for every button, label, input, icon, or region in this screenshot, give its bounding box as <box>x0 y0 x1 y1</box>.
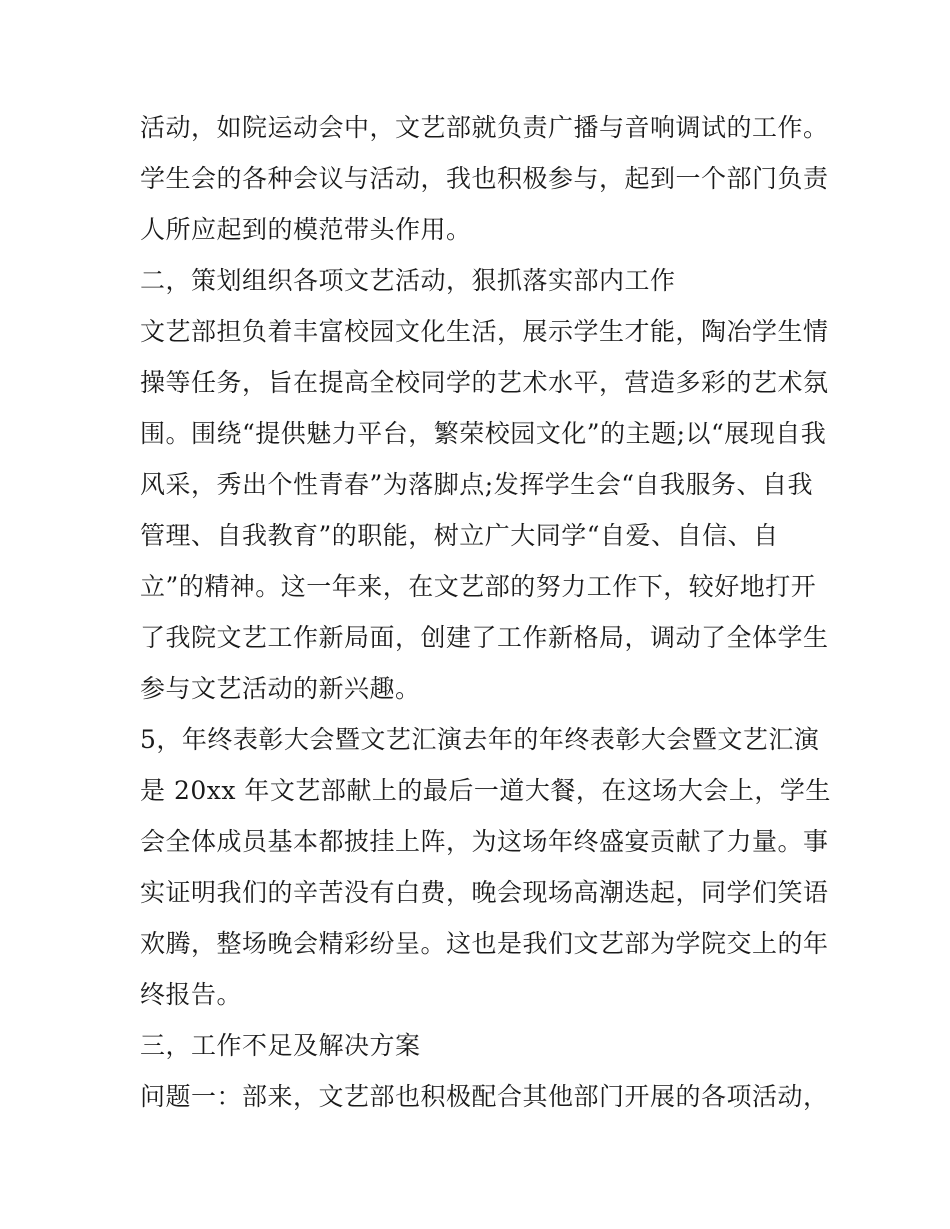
text-line: 围。围绕“提供魅力平台，繁荣校园文化”的主题;以“展现自我 <box>140 419 827 448</box>
text-line: 是 20xx 年文艺部献上的最后一道大餐，在这场大会上，学生 <box>140 776 831 805</box>
text-line: 活动，如院运动会中，文艺部就负责广播与音响调试的工作。 <box>140 113 829 142</box>
section-heading: 二，策划组织各项文艺活动，狠抓落实部内工作 <box>140 266 676 295</box>
text-line: 管理、自我教育”的职能，树立广大同学“自爱、自信、自 <box>140 521 779 550</box>
text-line: 实证明我们的辛苦没有白费，晚会现场高潮迭起，同学们笑语 <box>140 878 829 907</box>
text-line: 操等任务，旨在提高全校同学的艺术水平，营造多彩的艺术氛 <box>140 368 829 397</box>
text-line: 立”的精神。这一年来，在文艺部的努力工作下，较好地打开 <box>140 572 817 601</box>
text-line: 人所应起到的模范带头作用。 <box>140 215 472 244</box>
text-line: 学生会的各种会议与活动，我也积极参与，起到一个部门负责 <box>140 164 829 193</box>
text-line: 了我院文艺工作新局面，创建了工作新格局，调动了全体学生 <box>140 623 829 652</box>
section-heading: 三，工作不足及解决方案 <box>140 1031 421 1060</box>
text-line: 参与文艺活动的新兴趣。 <box>140 674 421 703</box>
text-line: 5，年终表彰大会暨文艺汇演去年的年终表彰大会暨文艺汇演 <box>140 725 820 754</box>
text-line: 会全体成员基本都披挂上阵，为这场年终盛宴贡献了力量。事 <box>140 827 829 856</box>
text-line: 问题一：部来，文艺部也积极配合其他部门开展的各项活动， <box>140 1082 829 1111</box>
text-line: 文艺部担负着丰富校园文化生活，展示学生才能，陶冶学生情 <box>140 317 829 346</box>
text-line: 风采，秀出个性青春”为落脚点;发挥学生会“自我服务、自我 <box>140 470 813 499</box>
text-line: 欢腾，整场晚会精彩纷呈。这也是我们文艺部为学院交上的年 <box>140 929 829 958</box>
text-line: 终报告。 <box>140 980 243 1009</box>
